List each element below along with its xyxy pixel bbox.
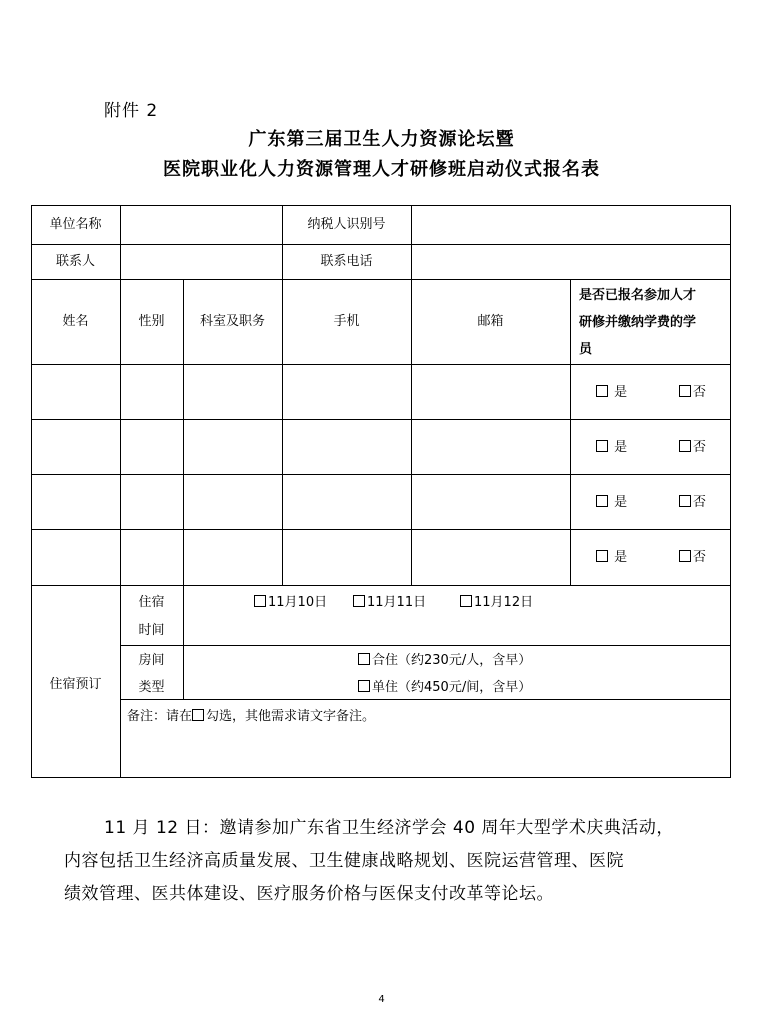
yes-option[interactable] — [596, 435, 627, 461]
header-dept-position: 科室及职务 — [199, 314, 265, 329]
date-option-nov-12[interactable] — [460, 590, 533, 616]
phone-label: 联系电话 — [320, 254, 373, 269]
no-option[interactable] — [679, 490, 706, 516]
checkbox-icon[interactable] — [679, 495, 691, 507]
lodging-dates-label-2: 时间 — [138, 623, 165, 638]
remark-prefix: 备注：请在 — [127, 709, 193, 724]
checkbox-icon[interactable] — [596, 495, 608, 507]
checkbox-icon[interactable] — [679, 550, 691, 562]
note-paragraph-line-1: 11 月 12 日：邀请参加广东省卫生经济学会 40 周年大型学术庆典活动， — [104, 818, 674, 838]
no-option[interactable] — [679, 435, 706, 461]
date-option-nov-10[interactable] — [254, 590, 327, 616]
no-option[interactable] — [679, 545, 706, 571]
header-registered-line-2: 研修并缴纳学费的学 — [579, 315, 697, 330]
contact-label: 联系人 — [55, 254, 95, 269]
header-gender: 性别 — [138, 314, 165, 329]
checkbox-icon[interactable] — [596, 440, 608, 452]
date-label: 11月11日 — [367, 595, 427, 610]
checkbox-icon[interactable] — [460, 595, 472, 607]
note-paragraph-line-2: 内容包括卫生经济高质量发展、卫生健康战略规划、医院运营管理、医院 — [64, 851, 624, 871]
yes-label: 是 — [614, 440, 628, 455]
checkbox-icon — [192, 709, 204, 721]
taxpayer-id-label: 纳税人识别号 — [307, 217, 386, 232]
checkbox-icon[interactable] — [353, 595, 365, 607]
yes-label: 是 — [614, 495, 628, 510]
no-label: 否 — [693, 550, 707, 565]
checkbox-icon[interactable] — [254, 595, 266, 607]
page-number: 4 — [378, 994, 385, 1005]
lodging-label: 住宿预订 — [49, 677, 102, 692]
yes-label: 是 — [614, 385, 628, 400]
checkbox-icon[interactable] — [358, 653, 370, 665]
header-name: 姓名 — [62, 314, 89, 329]
unit-name-label: 单位名称 — [49, 217, 102, 232]
no-label: 否 — [693, 385, 707, 400]
date-option-nov-11[interactable] — [353, 590, 426, 616]
form-title-line-1: 广东第三届卫生人力资源论坛暨 — [248, 129, 515, 150]
date-label: 11月12日 — [474, 595, 534, 610]
remark-suffix: 勾选，其他需求请文字备注。 — [206, 709, 376, 724]
room-type-label-1: 房间 — [138, 653, 165, 668]
checkbox-icon[interactable] — [596, 385, 608, 397]
room-option-single[interactable] — [358, 675, 531, 701]
yes-option[interactable] — [596, 380, 627, 406]
room-option-label: 单住（约450元/间，含早） — [372, 680, 532, 695]
lodging-dates-label-1: 住宿 — [138, 595, 165, 610]
checkbox-icon[interactable] — [679, 440, 691, 452]
date-label: 11月10日 — [268, 595, 328, 610]
no-option[interactable] — [679, 380, 706, 406]
attachment-label: 附件 2 — [104, 101, 159, 121]
yes-option[interactable] — [596, 490, 627, 516]
checkbox-icon[interactable] — [679, 385, 691, 397]
form-title-line-2: 医院职业化人力资源管理人才研修班启动仪式报名表 — [163, 159, 600, 180]
checkbox-icon[interactable] — [596, 550, 608, 562]
room-option-label: 合住（约230元/人，含早） — [372, 653, 532, 668]
room-type-label-2: 类型 — [138, 680, 165, 695]
checkbox-icon[interactable] — [358, 680, 370, 692]
yes-option[interactable] — [596, 545, 627, 571]
no-label: 否 — [693, 440, 707, 455]
header-registered-line-3: 员 — [579, 342, 593, 357]
lodging-remark[interactable] — [127, 704, 375, 730]
header-mobile: 手机 — [333, 314, 360, 329]
no-label: 否 — [693, 495, 707, 510]
note-paragraph-line-3: 绩效管理、医共体建设、医疗服务价格与医保支付改革等论坛。 — [64, 884, 554, 904]
yes-label: 是 — [614, 550, 628, 565]
header-registered-line-1: 是否已报名参加人才 — [579, 288, 697, 303]
room-option-shared[interactable] — [358, 648, 531, 674]
header-email: 邮箱 — [477, 314, 504, 329]
